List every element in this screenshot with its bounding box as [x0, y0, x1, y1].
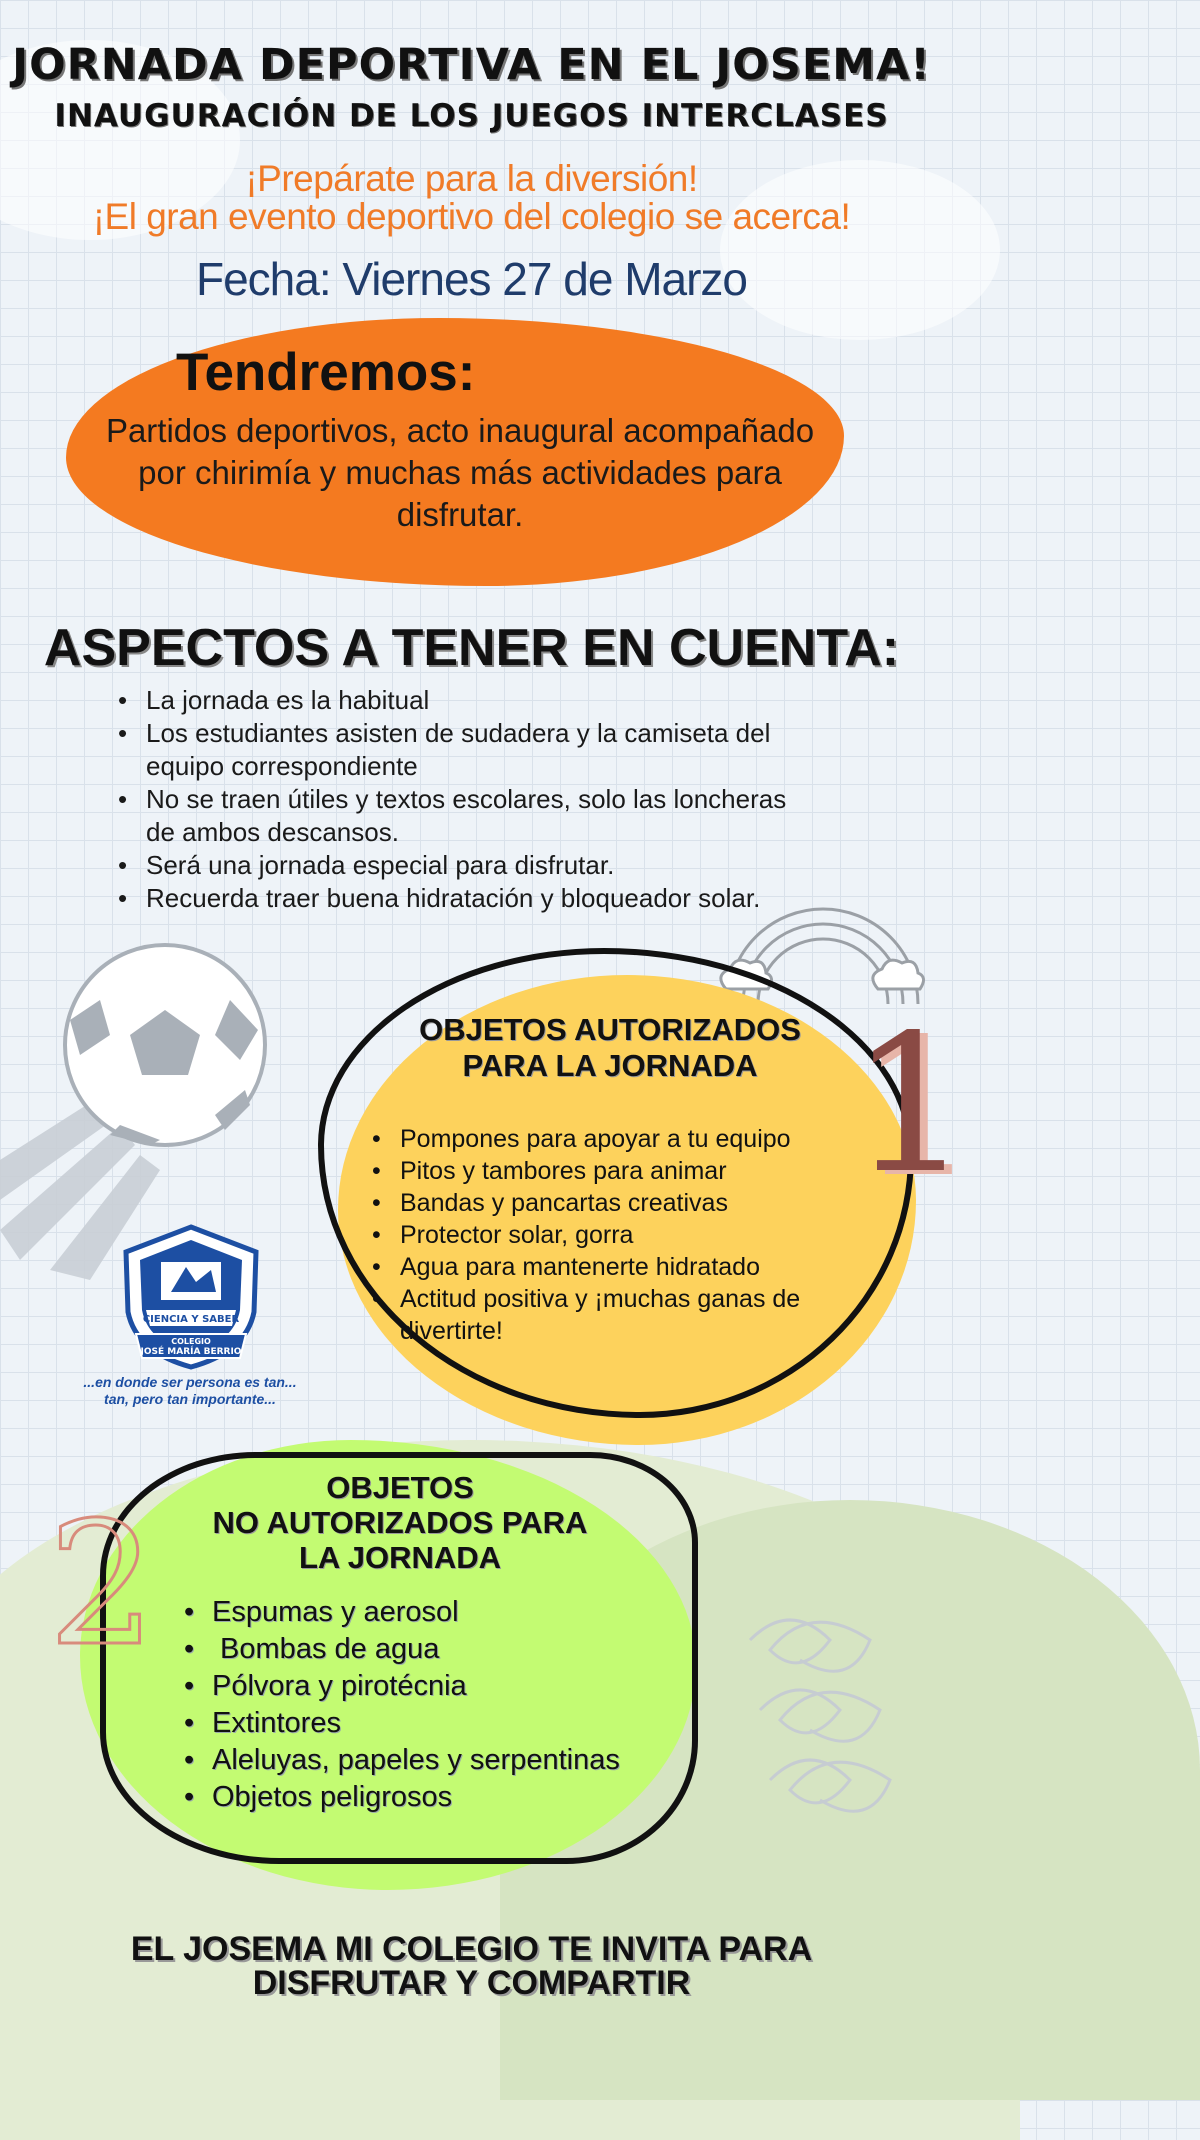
slogan-line: ...en donde ser persona es tan... [83, 1374, 297, 1390]
autorizados-title [360, 1012, 860, 1084]
section-number-2: 2 [48, 1486, 157, 1684]
intro-line-1: ¡Prepárate para la diversión! [245, 158, 698, 199]
list-item: • Agua para mantenerte hidratado [368, 1251, 868, 1283]
list-item: • Será una jornada especial para disfrutar. [114, 849, 814, 882]
footer-invitation [0, 1932, 943, 2000]
no-autorizados-title-line: NO AUTORIZADOS PARA [212, 1505, 588, 1540]
footer-line: DISFRUTAR Y COMPARTIR [252, 1964, 691, 2002]
tendremos-title: Tendremos: [176, 343, 476, 402]
tendremos-text: Partidos deportivos, acto inaugural acompañado por chirimía y muchas más actividades para disfrutar. [105, 412, 815, 533]
list-item: • Espumas y aerosol [180, 1594, 700, 1631]
crest-ribbon-line-1: COLEGIO [171, 1337, 211, 1346]
slogan-line: tan, pero tan importante... [104, 1391, 276, 1407]
no-autorizados-title-line: OBJETOS [326, 1470, 474, 1505]
crest-banner-text: CIENCIA Y SABER [142, 1314, 240, 1325]
event-date: Fecha: Viernes 27 de Marzo [195, 253, 748, 305]
list-item: • Protector solar, gorra [368, 1219, 868, 1251]
autorizados-list [368, 1123, 868, 1347]
autorizados-title-line: PARA LA JORNADA [462, 1048, 758, 1083]
crest-ribbon-line-2: JOSÉ MARÍA BERRIO [140, 1347, 242, 1357]
list-item: • Pompones para apoyar a tu equipo [368, 1123, 868, 1155]
section-number-1: 1 [850, 994, 971, 1215]
list-item: • Bandas y pancartas creativas [368, 1187, 868, 1219]
list-item: • Bombas de agua [180, 1631, 700, 1668]
list-item: • Actitud positiva y ¡muchas ganas de divertirte! [368, 1283, 868, 1347]
school-crest-icon [116, 1222, 266, 1372]
page-subtitle: INAUGURACIÓN DE LOS JUEGOS INTERCLASES [54, 98, 889, 134]
list-item: • Aleluyas, papeles y serpentinas [180, 1742, 700, 1779]
list-item: • La jornada es la habitual [114, 684, 814, 717]
autorizados-title-line: OBJETOS AUTORIZADOS [419, 1012, 801, 1047]
list-item: • Pitos y tambores para animar [368, 1155, 868, 1187]
swirl-decoration-icon [740, 1600, 960, 1840]
no-autorizados-title [150, 1470, 650, 1575]
page-title: JORNADA DEPORTIVA EN EL JOSEMA! [12, 40, 931, 90]
aspectos-list [114, 684, 814, 915]
list-item: • No se traen útiles y textos escolares, solo las loncheras de ambos descansos. [114, 783, 814, 849]
list-item: • Objetos peligrosos [180, 1779, 700, 1816]
no-autorizados-title-line: LA JORNADA [298, 1540, 502, 1575]
no-autorizados-list [180, 1594, 700, 1816]
list-item: • Extintores [180, 1705, 700, 1742]
school-slogan [60, 1374, 320, 1408]
list-item: • Recuerda traer buena hidratación y bloqueador solar. [114, 882, 814, 915]
intro-line-2: ¡El gran evento deportivo del colegio se acerca! [92, 196, 851, 237]
footer-line: EL JOSEMA MI COLEGIO TE INVITA PARA [130, 1930, 813, 1968]
list-item: • Los estudiantes asisten de sudadera y la camiseta del equipo correspondiente [114, 717, 814, 783]
aspectos-title: ASPECTOS A TENER EN CUENTA: [43, 619, 900, 677]
list-item: • Pólvora y pirotécnia [180, 1668, 700, 1705]
